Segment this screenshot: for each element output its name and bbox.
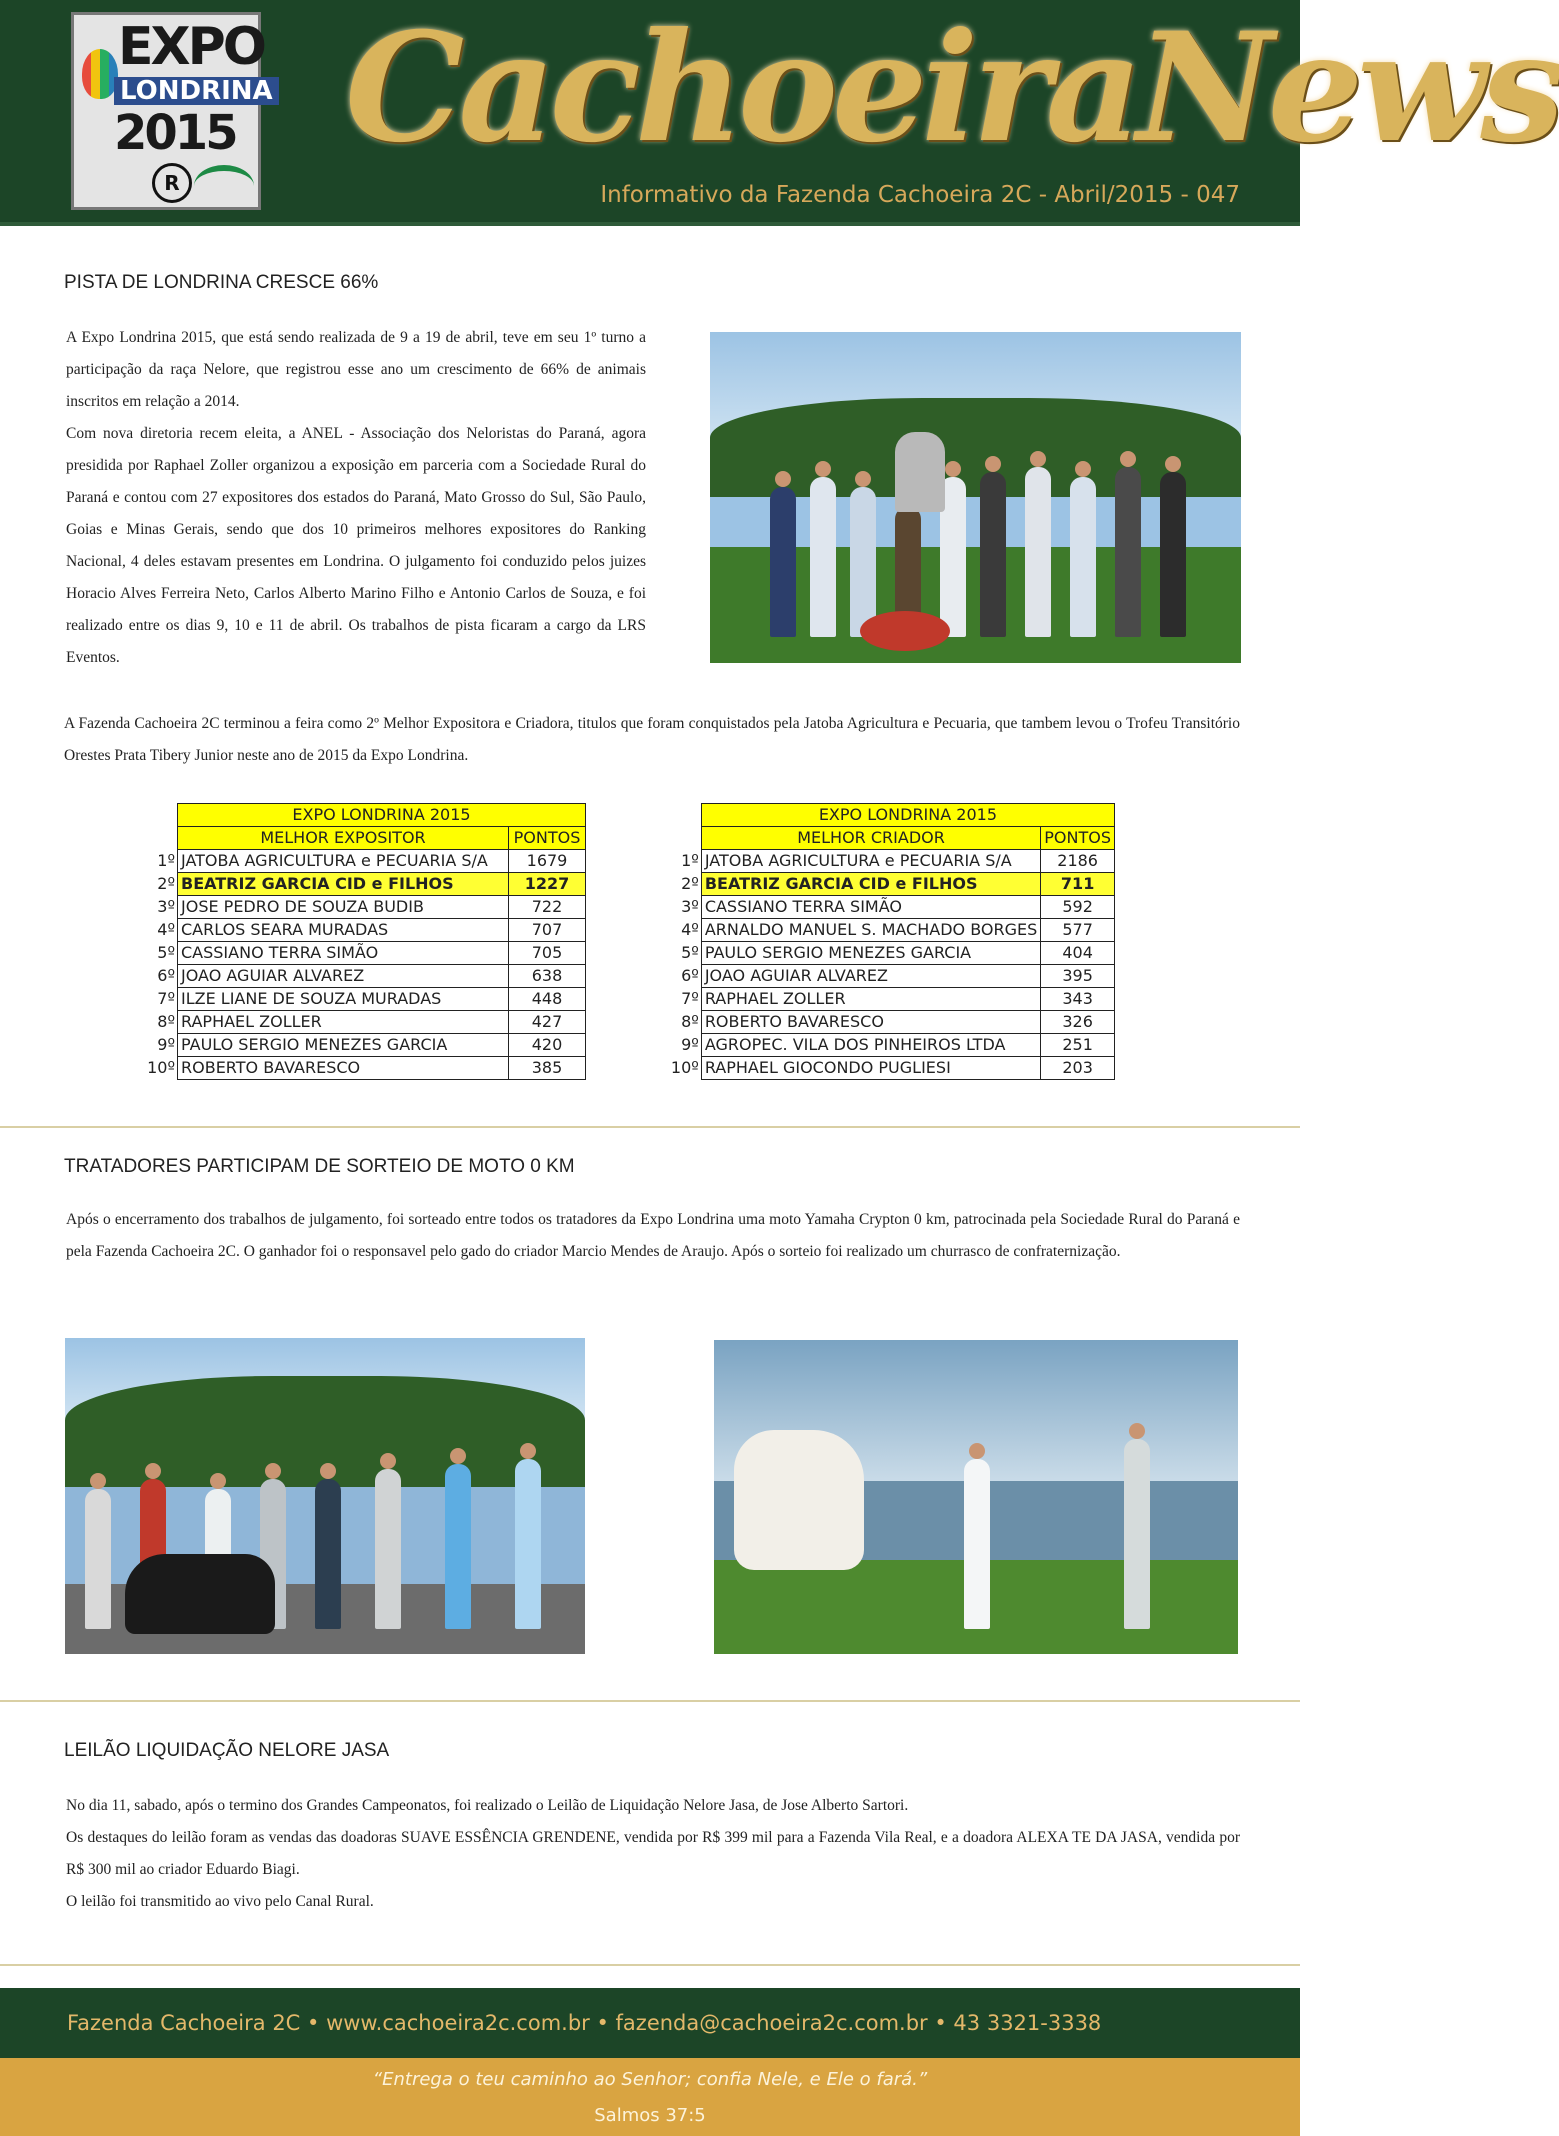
table-row [667, 873, 1115, 896]
rank-position: 6º [681, 966, 699, 985]
criador-table-title: EXPO LONDRINA 2015 [701, 804, 1114, 827]
issue-tagline: Informativo da Fazenda Cachoeira 2C - Abril/2015 - 047 [600, 182, 1240, 208]
participant-name: RAPHAEL GIOCONDO PUGLIESI [701, 1057, 1040, 1080]
participant-name: JOSE PEDRO DE SOUZA BUDIB [178, 896, 509, 919]
footer-quote: “Entrega o teu caminho ao Senhor; confia Nele, e Ele o fará.” [372, 2069, 928, 2090]
participant-points: 705 [509, 942, 586, 965]
ranking-table-expositor [138, 803, 586, 1080]
article3-paragraph-3: O leilão foi transmitido ao vivo pelo Canal Rural. [66, 1893, 374, 1910]
footer-quote-bar [0, 2058, 1300, 2136]
trophy-icon [895, 432, 945, 512]
article3-title: LEILÃO LIQUIDAÇÃO NELORE JASA [64, 1740, 390, 1761]
participant-name: ILZE LIANE DE SOUZA MURADAS [178, 988, 509, 1011]
participant-name: ROBERTO BAVARESCO [178, 1057, 509, 1080]
section-divider-2 [0, 1700, 1300, 1702]
participant-points: 448 [509, 988, 586, 1011]
hot-air-balloon-icon [82, 49, 118, 99]
participant-name: CASSIANO TERRA SIMÃO [701, 896, 1040, 919]
participant-name: CARLOS SEARA MURADAS [178, 919, 509, 942]
rank-position: 8º [681, 1012, 699, 1031]
table-row [138, 1057, 586, 1080]
criador-col-points: PONTOS [1041, 827, 1115, 850]
footer-contact-bar [0, 1988, 1300, 2058]
rank-position: 1º [157, 851, 175, 870]
registered-seal-icon: R [152, 163, 192, 203]
motorcycle-icon [125, 1554, 275, 1634]
participant-name: JATOBA AGRICULTURA e PECUARIA S/A [178, 850, 509, 873]
header-banner [0, 0, 1559, 226]
article1-paragraph-2: Com nova diretoria recem eleita, a ANEL - Associação dos Neloristas do Paraná, agora presidida por Raphael Zoller organizou a exposição em parceria com a Sociedade Rural do Paraná e contou com 27 expositores dos estados do Paraná, Mato Grosso do Sul, São Paulo, Goias e Minas Gerais, sendo que dos 10 primeiros melhores expositores do Ranking Nacional, 4 deles estavam presentes em Londrina. O julgamento foi conduzido pelos juizes Horacio Alves Ferreira Neto, Carlos Alberto Marino Filho e Antonio Carlos de Souza, e foi realizado entre os dias 9, 10 e 11 de abril. Os trabalhos de pista ficaram a cargo da LRS Eventos. [66, 425, 646, 666]
motorcycle-raffle-photo [65, 1338, 585, 1654]
logo-londrina-text: LONDRINA [114, 77, 279, 105]
rank-position: 5º [157, 943, 175, 962]
participant-points: 420 [509, 1034, 586, 1057]
participant-name: BEATRIZ GARCIA CID e FILHOS [701, 873, 1040, 896]
participant-points: 395 [1041, 965, 1115, 988]
table-row [667, 965, 1115, 988]
article3-text [66, 1790, 1240, 1918]
table-row [138, 1011, 586, 1034]
expositor-table-title: EXPO LONDRINA 2015 [178, 804, 586, 827]
participant-name: JOAO AGUIAR ALVAREZ [701, 965, 1040, 988]
award-ceremony-photo [710, 332, 1241, 663]
footer-contact-text: Fazenda Cachoeira 2C • www.cachoeira2c.com.br • fazenda@cachoeira2c.com.br • 43 3321-3338 [67, 2011, 1102, 2035]
participant-name: JOAO AGUIAR ALVAREZ [178, 965, 509, 988]
article2-title: TRATADORES PARTICIPAM DE SORTEIO DE MOTO 0 KM [64, 1156, 575, 1177]
rank-position: 3º [681, 897, 699, 916]
rank-position: 8º [157, 1012, 175, 1031]
green-swoosh-icon [194, 165, 254, 207]
table-row [138, 850, 586, 873]
table-row [138, 896, 586, 919]
expositor-col-name: MELHOR EXPOSITOR [178, 827, 509, 850]
table-row [138, 919, 586, 942]
table-row [667, 1057, 1115, 1080]
article1-text-full [64, 708, 1240, 772]
rank-position: 7º [681, 989, 699, 1008]
article1-paragraph-1: A Expo Londrina 2015, que está sendo realizada de 9 a 19 de abril, teve em seu 1º turno a participação da raça Nelore, que registrou esse ano um crescimento de 66% de animais inscritos em relação a 2014. [66, 329, 646, 410]
participant-name: CASSIANO TERRA SIMÃO [178, 942, 509, 965]
rank-position: 4º [157, 920, 175, 939]
participant-points: 711 [1041, 873, 1115, 896]
participant-points: 251 [1041, 1034, 1115, 1057]
rank-position: 5º [681, 943, 699, 962]
participant-points: 404 [1041, 942, 1115, 965]
criador-col-name: MELHOR CRIADOR [701, 827, 1040, 850]
table-row [667, 896, 1115, 919]
ranking-table-criador [667, 803, 1115, 1080]
participant-points: 592 [1041, 896, 1115, 919]
participant-name: AGROPEC. VILA DOS PINHEIROS LTDA [701, 1034, 1040, 1057]
expo-londrina-logo [71, 12, 273, 210]
participant-points: 722 [509, 896, 586, 919]
flower-arrangement-icon [860, 611, 950, 651]
rank-position: 3º [157, 897, 175, 916]
expositor-col-points: PONTOS [509, 827, 586, 850]
participant-name: PAULO SERGIO MENEZES GARCIA [178, 1034, 509, 1057]
participant-points: 326 [1041, 1011, 1115, 1034]
participant-name: BEATRIZ GARCIA CID e FILHOS [178, 873, 509, 896]
table-row [667, 988, 1115, 1011]
masthead-title: CachoeiraNews [345, 0, 1559, 176]
section-divider-3 [0, 1964, 1300, 1966]
table-row [138, 873, 586, 896]
rank-position: 7º [157, 989, 175, 1008]
article1-text-left [66, 322, 646, 674]
rank-position: 4º [681, 920, 699, 939]
rank-position: 2º [157, 874, 175, 893]
table-row [667, 1011, 1115, 1034]
participant-name: ARNALDO MANUEL S. MACHADO BORGES [701, 919, 1040, 942]
participant-points: 707 [509, 919, 586, 942]
table-row [138, 965, 586, 988]
participant-name: RAPHAEL ZOLLER [701, 988, 1040, 1011]
rank-position: 9º [157, 1035, 175, 1054]
participant-points: 1679 [509, 850, 586, 873]
nelore-bull-icon [734, 1430, 864, 1570]
article1-title: PISTA DE LONDRINA CRESCE 66% [64, 272, 379, 293]
section-divider-1 [0, 1126, 1300, 1128]
footer-quote-reference: Salmos 37:5 [594, 2105, 706, 2126]
participant-points: 343 [1041, 988, 1115, 1011]
article3-paragraph-2: Os destaques do leilão foram as vendas das doadoras SUAVE ESSÊNCIA GRENDENE, vendida por R$ 399 mil para a Fazenda Vila Real, e a doadora ALEXA TE DA JASA, vendida por R$ 300 mil ao criador Eduardo Biagi. [66, 1829, 1240, 1878]
participant-name: PAULO SERGIO MENEZES GARCIA [701, 942, 1040, 965]
participant-name: RAPHAEL ZOLLER [178, 1011, 509, 1034]
logo-year-text: 2015 [114, 105, 236, 161]
table-row [138, 988, 586, 1011]
participant-points: 577 [1041, 919, 1115, 942]
table-row [667, 942, 1115, 965]
article2-paragraph-1: Após o encerramento dos trabalhos de julgamento, foi sorteado entre todos os tratadores da Expo Londrina uma moto Yamaha Crypton 0 km, patrocinada pela Sociedade Rural do Paraná e pela Fazenda Cachoeira 2C. O ganhador foi o responsavel pelo gado do criador Marcio Mendes de Araujo. Após o sorteio foi realizado um churrasco de confraternização. [66, 1211, 1240, 1260]
table-row [138, 942, 586, 965]
participant-name: ROBERTO BAVARESCO [701, 1011, 1040, 1034]
table-row [667, 919, 1115, 942]
rank-position: 6º [157, 966, 175, 985]
rank-position: 9º [681, 1035, 699, 1054]
participant-points: 2186 [1041, 850, 1115, 873]
participant-points: 638 [509, 965, 586, 988]
participant-points: 203 [1041, 1057, 1115, 1080]
rank-position: 2º [681, 874, 699, 893]
article3-paragraph-1: No dia 11, sabado, após o termino dos Grandes Campeonatos, foi realizado o Leilão de Liquidação Nelore Jasa, de Jose Alberto Sartori. [66, 1797, 909, 1814]
logo-expo-text: EXPO [118, 17, 264, 77]
participant-name: JATOBA AGRICULTURA e PECUARIA S/A [701, 850, 1040, 873]
participant-points: 385 [509, 1057, 586, 1080]
rank-position: 10º [670, 1058, 699, 1077]
table-row [667, 1034, 1115, 1057]
article1-paragraph-3: A Fazenda Cachoeira 2C terminou a feira como 2º Melhor Expositora e Criadora, titulos que foram conquistados pela Jatoba Agricultura e Pecuaria, que tambem levou o Trofeu Transitório Orestes Prata Tibery Junior neste ano de 2015 da Expo Londrina. [64, 715, 1240, 764]
cattle-handler-photo [714, 1340, 1238, 1654]
table-row [138, 1034, 586, 1057]
rank-position: 1º [681, 851, 699, 870]
article2-text [66, 1204, 1240, 1268]
rank-position: 10º [147, 1058, 175, 1077]
table-row [667, 850, 1115, 873]
participant-points: 1227 [509, 873, 586, 896]
participant-points: 427 [509, 1011, 586, 1034]
